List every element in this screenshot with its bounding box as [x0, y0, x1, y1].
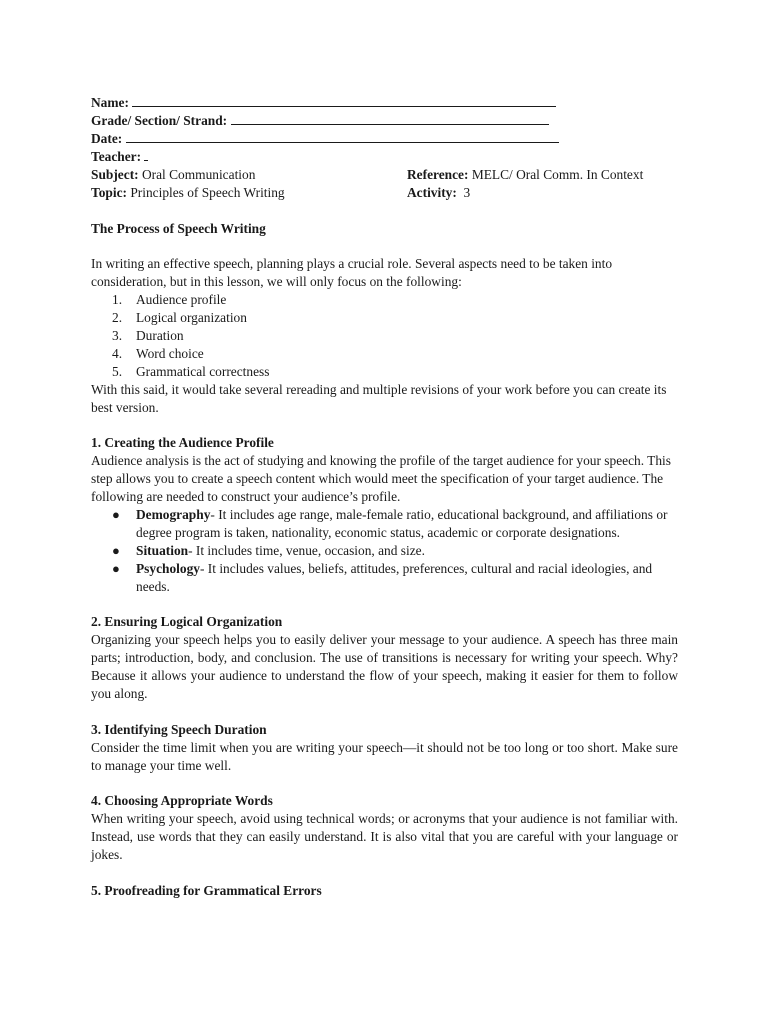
bullet-text: - It includes time, venue, occasion, and size.	[188, 542, 425, 558]
grade-label: Grade/ Section/ Strand:	[91, 112, 228, 128]
teacher-blank-line[interactable]	[144, 148, 148, 161]
topic-label: Topic:	[91, 184, 127, 200]
section-body-audience: Audience analysis is the act of studying and knowing the profile of the target audience for your speech. This step allows you to create a speech content which would meet the specification of your target audience. The following are needed to construct your audience’s profile.	[91, 453, 671, 505]
section-heading-duration: 3. Identifying Speech Duration	[91, 721, 267, 737]
grade-blank-line[interactable]	[231, 112, 549, 125]
bullet-icon: ●	[112, 542, 120, 558]
list-item	[91, 506, 678, 542]
topic-value: Principles of Speech Writing	[130, 184, 285, 200]
section-body-duration: Consider the time limit when you are writing your speech—it should not be too long or too short. Make sure to manage your time well.	[91, 739, 678, 773]
list-item: 4. Word choice	[112, 345, 204, 361]
section-heading-proofreading: 5. Proofreading for Grammatical Errors	[91, 882, 322, 898]
subject-value: Oral Communication	[141, 166, 256, 182]
topic-row	[91, 184, 678, 202]
subject-field	[91, 167, 255, 182]
subject-label: Subject:	[91, 166, 139, 182]
section-body-organization: Organizing your speech helps you to easily deliver your message to your audience. A speech has three main parts; introduction, body, and conclusion. The use of transitions is necessary for writing your speech. Why? Because it allows your audience to understand the flow of your speech, making it easier for them to follow you along.	[91, 632, 678, 702]
bullet-icon: ●	[112, 506, 120, 522]
bullet-icon: ●	[112, 560, 120, 576]
focus-list	[91, 291, 678, 381]
teacher-label: Teacher:	[91, 148, 142, 164]
bullet-term: Demography	[136, 506, 211, 522]
activity-value: 3	[463, 184, 471, 200]
topic-field	[91, 185, 285, 200]
after-list-paragraph: With this said, it would take several rereading and multiple revisions of your work before you can create its best version.	[91, 381, 667, 415]
document-content	[91, 94, 678, 900]
bullet-text: - It includes age range, male-female ratio, educational background, and affiliations or degree program is taken, nationality, economic status, academic or corporate designations.	[136, 506, 668, 540]
list-item: 1. Audience profile	[112, 292, 227, 308]
teacher-row	[91, 148, 678, 166]
activity-field	[407, 184, 470, 202]
activity-label: Activity:	[407, 184, 457, 200]
page-title: The Process of Speech Writing	[91, 220, 266, 236]
list-item: 2. Logical organization	[112, 310, 247, 326]
subject-row	[91, 166, 678, 184]
bullet-term: Situation	[136, 542, 189, 558]
section-heading-words: 4. Choosing Appropriate Words	[91, 793, 273, 809]
grade-row	[91, 112, 678, 130]
list-item: 3. Duration	[112, 327, 184, 343]
list-item	[91, 542, 678, 560]
name-row	[91, 94, 678, 112]
reference-field	[407, 166, 643, 184]
intro-paragraph: In writing an effective speech, planning plays a crucial role. Several aspects need to be taken into consideration, but in this lesson, we will only focus on the following:	[91, 256, 613, 290]
reference-value: MELC/ Oral Comm. In Context	[471, 166, 644, 182]
section-body-words: When writing your speech, avoid using technical words; or acronyms that your audience is not familiar with. Instead, use words that they can easily understand. It is also vital that you are careful with your language or jokes.	[91, 811, 678, 863]
date-label: Date:	[91, 130, 123, 146]
name-blank-line[interactable]	[132, 94, 556, 107]
date-row	[91, 130, 678, 148]
reference-label: Reference:	[407, 166, 469, 182]
list-item: 5. Grammatical correctness	[112, 363, 270, 379]
section-heading-audience: 1. Creating the Audience Profile	[91, 435, 274, 451]
bullet-term: Psychology	[136, 560, 200, 576]
list-item	[91, 560, 678, 596]
section-heading-organization: 2. Ensuring Logical Organization	[91, 614, 283, 630]
name-label: Name:	[91, 95, 129, 110]
audience-bullet-list	[91, 506, 678, 596]
bullet-text: - It includes values, beliefs, attitudes, preferences, cultural and racial ideologies, and needs.	[136, 560, 653, 594]
date-blank-line[interactable]	[126, 130, 559, 143]
